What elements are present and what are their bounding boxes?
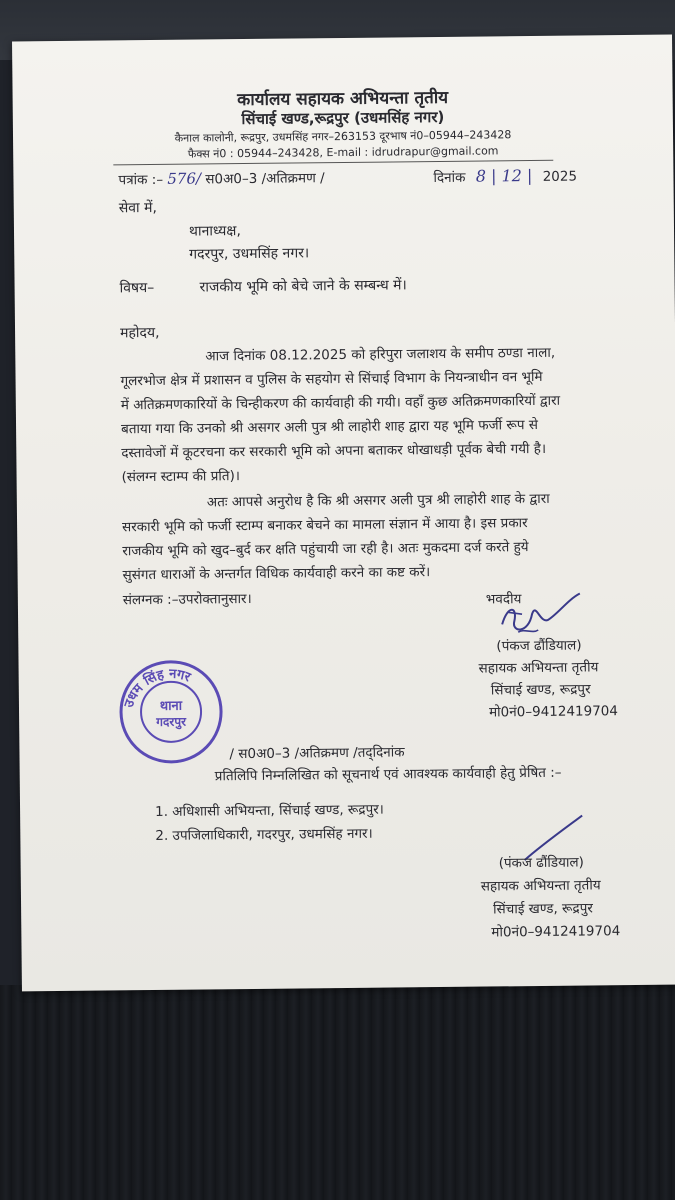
copy-signatory-title: सहायक अभियन्ता तृतीय xyxy=(480,877,601,895)
signatory-mobile: मो0नं0–9412419704 xyxy=(488,703,619,721)
copy-signatory-office: सिंचाई खण्ड, रूद्रपुर xyxy=(493,900,593,918)
date-handwritten: 8 | 12 | xyxy=(475,166,533,186)
date-label: दिनांक xyxy=(433,169,466,187)
letterhead-address: कैनाल कालोनी, रूद्रपुर, उधमसिंह नगर–263153 दूरभाष नं0–05944–243428 xyxy=(174,128,512,145)
body-p1-line: (संलग्न स्टाम्प की प्रति)। xyxy=(121,468,241,486)
copy-reference: / स0अ0–3 /अतिक्रमण /तद्‌दिनांक xyxy=(229,744,405,763)
reference-handwritten-number: 576/ xyxy=(167,169,202,188)
to-label: सेवा में, xyxy=(118,199,158,217)
body-p2-line: राजकीय भूमि को खुद–बुर्द कर क्षति पहुंचायी जा रही है। अतः मुकदमा दर्ज करते हुये xyxy=(122,539,529,560)
signatory-office: सिंचाई खण्ड, रूद्रपुर xyxy=(490,681,591,699)
letter-date xyxy=(433,166,577,187)
letterhead-division: सिंचाई खण्ड,रूद्रपुर (उधमसिंह नगर) xyxy=(241,107,445,129)
body-p2-line: सरकारी भूमि को फर्जी स्टाम्प बनाकर बेचने का मामला संज्ञान में आया है। इस प्रकार xyxy=(122,515,528,536)
stamp-center-line2: गदरपुर xyxy=(156,714,187,729)
signatory-title: सहायक अभियन्ता तृतीय xyxy=(478,659,599,677)
body-p1-line: में अतिक्रमणकारियों के चिन्हीकरण की कार्यवाही की गयी। वहाँ कुछ अतिक्रमणकारियों द्वारा xyxy=(120,392,561,414)
letter-sheet xyxy=(12,35,675,992)
body-p2-line: अतः आपसे अनुरोध है कि श्री असगर अली पुत्र श्री लाहोरी शाह के द्वारा xyxy=(206,490,550,511)
body-p2-line: सुसंगत धाराओं के अन्तर्गत विधिक कार्यवाही करने का कष्ट करें। xyxy=(122,564,431,584)
reference-suffix: स0अ0–3 /अतिक्रमण / xyxy=(205,170,325,188)
copy-signatory-mobile: मो0नं0–9412419704 xyxy=(491,923,621,941)
salutation: महोदय, xyxy=(119,324,160,342)
stamp-arc-text: उधम सिंह नगर xyxy=(121,666,193,710)
subject-label: विषय– xyxy=(119,279,155,297)
stamp-center-line1: थाना xyxy=(159,698,183,714)
letterhead-office: कार्यालय सहायक अभियन्ता तृतीय xyxy=(237,87,449,111)
to-line2: गदरपुर, उधमसिंह नगर। xyxy=(189,245,310,263)
copy-intro: प्रतिलिपि निम्नलिखित को सूचनार्थ एवं आवश्यक कार्यवाही हेतु प्रेषित :– xyxy=(214,764,562,785)
reference-prefix: पत्रांक :– xyxy=(118,171,164,189)
copy-recipient: 2. उपजिलाधिकारी, गदरपुर, उधमसिंह नगर। xyxy=(155,825,373,844)
date-year: 2025 xyxy=(542,168,578,185)
body-p1-line: बताया गया कि उनको श्री असगर अली पुत्र श्री लाहोरी शाह द्वारा यह भूमि फर्जी रूप से xyxy=(121,416,539,438)
police-station-stamp xyxy=(116,657,225,766)
body-p1-line: आज दिनांक 08.12.2025 को हरिपुरा जलाशय के समीप ठण्डा नाला, xyxy=(205,344,556,365)
to-line1: थानाध्यक्ष, xyxy=(188,223,241,240)
body-p1-line: गूलरभोज क्षेत्र में प्रशासन व पुलिस के सहयोग से सिंचाई विभाग के नियन्त्राधीन वन भूमि xyxy=(120,368,543,390)
copy-recipient: 1. अधिशासी अभियन्ता, सिंचाई खण्ड, रूद्रपुर। xyxy=(155,801,384,820)
letterhead-contact: फैक्स नं0 : 05944–243428, E-mail : idrudrapur@gmail.com xyxy=(187,144,499,161)
enclosure-note: संलग्नक :–उपरोक्तानुसार। xyxy=(122,590,252,609)
closing-word: भवदीय xyxy=(485,591,522,608)
body-p1-line: दस्तावेजों में कूटरचना कर सरकारी भूमि को अपना बताकर धोखाधड़ी पूर्वक बेची गयी है। xyxy=(121,440,547,462)
copy-signatory-name: (पंकज ढौंडियाल) xyxy=(498,854,584,872)
reference-number xyxy=(118,168,324,188)
background-fabric xyxy=(0,985,675,1200)
svg-text:उधम सिंह नगर xyxy=(121,666,193,710)
subject-text: राजकीय भूमि को बेचे जाने के सम्बन्ध में। xyxy=(199,277,407,296)
signatory-name: (पंकज ढौंडियाल) xyxy=(496,637,582,655)
